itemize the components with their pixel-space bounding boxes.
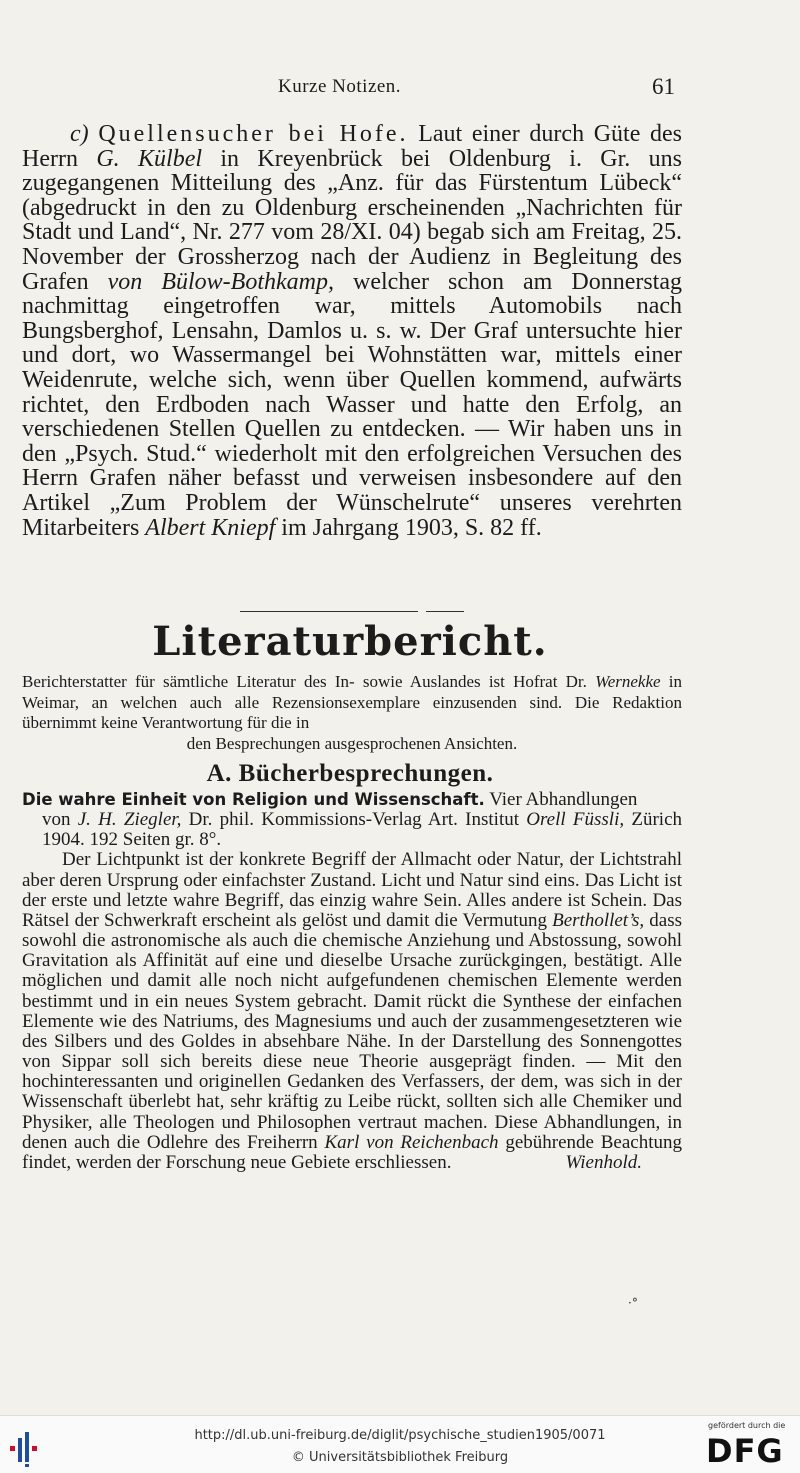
notice-name-1: G. Külbel xyxy=(96,145,203,172)
notice-label: c) xyxy=(70,121,89,147)
notice-paragraph xyxy=(22,122,682,540)
notice-text-2: in Kreyenbrück bei Oldenburg i. Gr. uns zugegangenen Mitteilung des „Anz. für das Fürstentum Lübeck“ (abgedruckt in den zu Oldenburg erscheinenden „Nachrichten für Stadt und Land“, Nr. 277 vom 28/XI. 04) begab sich am Freitag, 25. November der Grossherzog nach der Audienz in Begleitung des Grafen xyxy=(22,145,683,295)
note-text-3: den Besprechungen ausgesprochenen Ansichten. xyxy=(186,733,518,753)
page-header xyxy=(0,76,800,106)
source-url-link[interactable]: http://dl.ub.uni-freiburg.de/diglit/psychische_studien1905/0071 xyxy=(194,1428,606,1443)
review-text-2: dass sowohl die astronomische als auch die chemische Anziehung und Abstossung, sowohl Gravitation als Affinität auf eine und dieselbe Ursache zurückgingen, bestätigt. Alle möglichen und damit alle noch nicht aufgefundenen chemischen Elemente werden bestimmt und in ein neues System gebracht. Damit rückt die Synthese der einfachen Elemente wie des Natriums, des Magnesiums und auch der zusammengesetzteren wie des Silbers und des Goldes in absehbare Nähe. In der Darstellung des Sonnengottes von Sippar soll sich bereits diese neue Theorie ausgeprägt finden. — Mit den hochinteressanten und originellen Gedanken des Verfassers, der dem, was sich in der Wissenschaft überlebt hat, sehr kräftig zu Leibe rückt, sollten sich alle Chemiker und Physiker, alle Theologen und Philosophen vertraut machen. Diese Abhandlungen, in denen auch die Odlehre des Freiherrn xyxy=(22,909,682,1153)
literature-note xyxy=(22,672,682,754)
page-number: 61 xyxy=(652,74,675,99)
section-heading: A. Bücherbesprechungen. xyxy=(206,760,494,787)
notice-lead: Quellensucher bei Hofe. xyxy=(98,121,409,147)
book-review xyxy=(22,790,682,1173)
review-name-berthollet: Berthollet’s, xyxy=(552,909,645,931)
notice-text-1: Laut einer durch Güte des Herrn xyxy=(22,121,683,172)
copyright-text: © Universitätsbibliothek Freiburg xyxy=(291,1450,509,1465)
dfg-logo-icon: DFG xyxy=(706,1432,784,1470)
review-text-1: Der Lichtpunkt ist der konkrete Begriff der Allmacht oder Natur, der Lichtstrahl aber deren Ursprung oder einfachster Zustand. Licht und Natur sind eins. Das Licht ist der erste und letzte wahre Begriff, das einzig wahre Sein. Alles andere ist Schein. Das Rätsel der Schwerkraft erscheint als gelöst und damit die Vermutung xyxy=(22,849,682,931)
notice-name-3: Albert Kniepf xyxy=(145,514,276,541)
section-separator xyxy=(240,611,418,612)
literature-title: Literaturbericht. xyxy=(152,618,548,665)
review-body xyxy=(22,850,682,1173)
ink-smudge: ·° xyxy=(628,1296,638,1310)
note-text-2: in Weimar, an welchen auch alle Rezensionsexemplare einzusenden sind. Die Redaktion übernimmt keine Verantwortung für die in xyxy=(22,672,682,732)
review-name-reichenbach: Karl von Reichenbach xyxy=(324,1131,499,1153)
entry-text-1: Vier Abhandlungen xyxy=(489,789,638,810)
dfg-caption: gefördert durch die xyxy=(708,1421,786,1430)
entry-text-3: Dr. phil. Kommissions-Verlag Art. Institut xyxy=(188,809,520,831)
review-text-3: gebührende Beachtung findet, werden der Forschung neue Gebiete erschliessen. xyxy=(22,1131,683,1173)
entry-author: J. H. Ziegler, xyxy=(77,809,182,831)
running-head: Kurze Notizen. xyxy=(278,76,402,97)
entry-publisher: Orell Füssli, xyxy=(526,809,625,831)
notice-name-2: von Bülow-Bothkamp, xyxy=(107,268,334,295)
note-text-1: Berichterstatter für sämtliche Literatur des In- sowie Auslandes ist Hofrat Dr. xyxy=(22,672,587,691)
entry-text-2: von xyxy=(42,809,71,831)
review-entry xyxy=(22,790,682,810)
note-name: Wernekke xyxy=(595,672,661,691)
review-signature: Wienhold. xyxy=(565,1151,642,1173)
notice-text-3: welcher schon am Donnerstag nachmittag eingetroffen war, mittels Automobils nach Bungsberghof, Lensahn, Damlos u. s. w. Der Graf untersuchte hier und dort, wo Wassermangel bei Wohnstätten war, mittels einer Weidenrute, welche sich, wenn über Quellen kommend, aufwärts richtet, den Erdboden nach Wasser und hatte den Erfolg, an verschiedenen Stellen Quellen zu entdecken. — Wir haben uns in den „Psych. Stud.“ wiederholt mit den erfolgreichen Versuchen des Herrn Grafen näher befasst und verweisen insbesondere auf den Artikel „Zum Problem der Wünschelrute“ unseres verehrten Mitarbeiters xyxy=(22,268,682,541)
section-separator-short xyxy=(426,611,464,612)
entry-text-4: Zürich 1904. 192 Seiten gr. 8°. xyxy=(42,809,683,851)
book-title: Die wahre Einheit von Religion und Wissenschaft. xyxy=(22,790,485,809)
viewer-footer xyxy=(0,1415,800,1473)
notice-text-4: im Jahrgang 1903, S. 82 ff. xyxy=(281,514,542,541)
entry-details xyxy=(22,810,682,850)
